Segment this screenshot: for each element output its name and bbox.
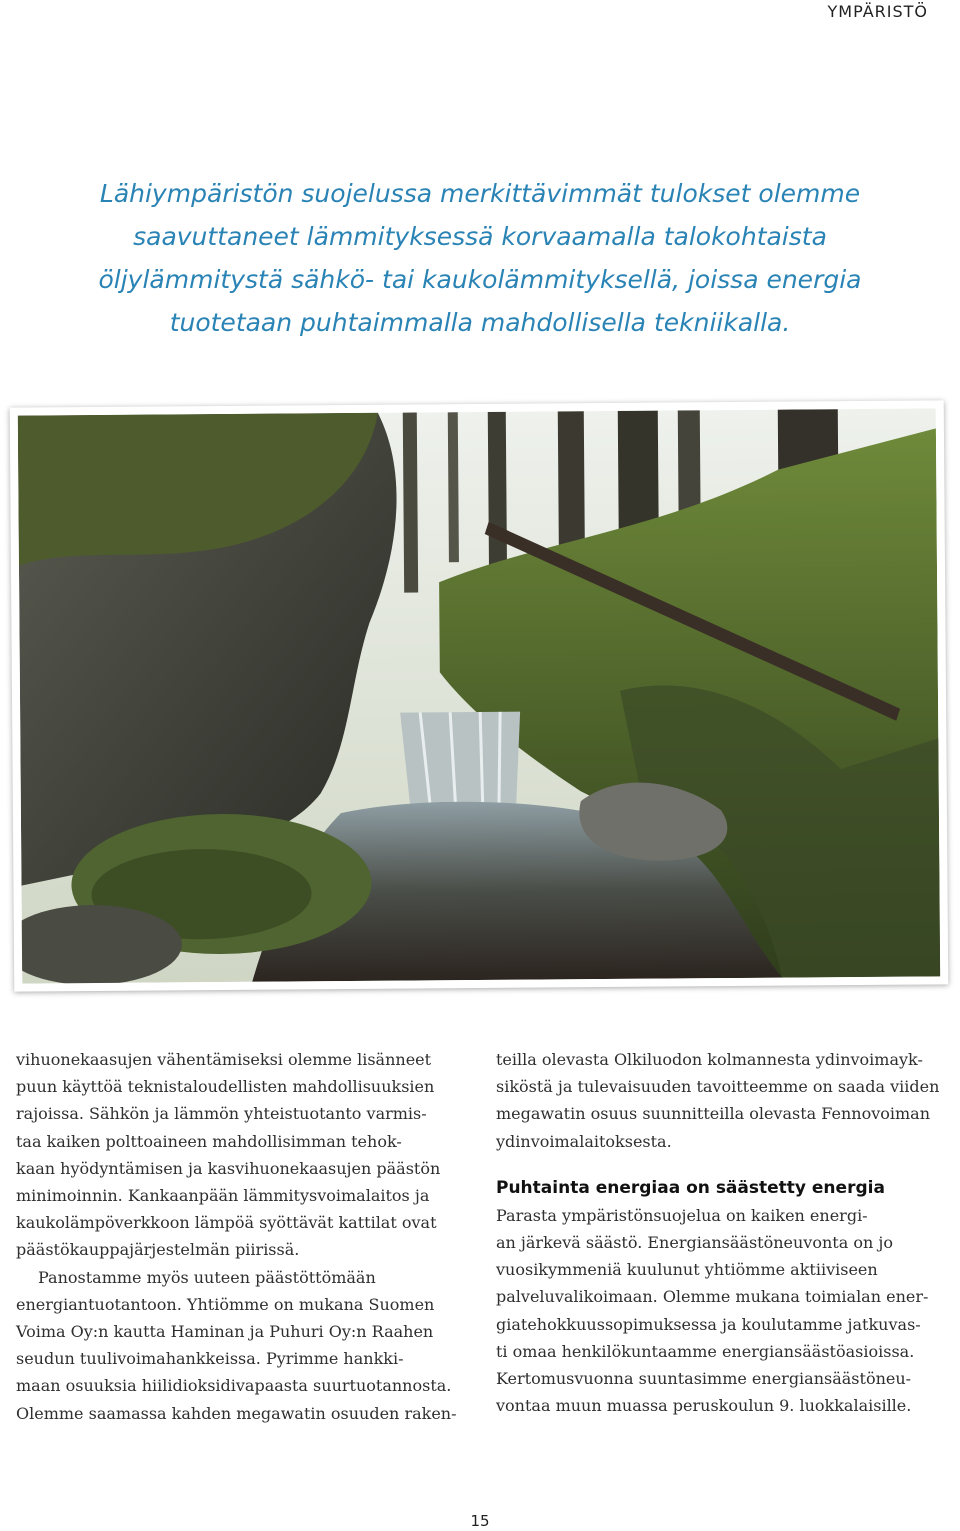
- pull-quote: [60, 172, 900, 344]
- text-line: Olemme saamassa kahden megawatin osuuden raken-: [16, 1403, 457, 1423]
- text-line: rajoissa. Sähkön ja lämmön yhteistuotanto varmis-: [16, 1104, 427, 1124]
- page-number: 15: [470, 1512, 490, 1530]
- pull-quote-line: Lähiympäristön suojelussa merkittävimmät tulokset olemme: [99, 179, 861, 208]
- text-line: kaukolämpöverkkoon lämpöä syöttävät kattilat ovat: [16, 1213, 437, 1233]
- paragraph-gap: [496, 1155, 946, 1175]
- text-line: taa kaiken polttoaineen mahdollisimman tehok-: [16, 1131, 402, 1151]
- text-line: ti omaa henkilökuntaamme energiansäästöasioissa.: [496, 1341, 915, 1361]
- right-column: [496, 1046, 946, 1419]
- text-line: an järkevä säästö. Energiansäästöneuvonta on jo: [496, 1233, 893, 1253]
- text-line: päästökauppajärjestelmän piirissä.: [16, 1240, 300, 1260]
- text-line: kaan hyödyntämisen ja kasvihuonekaasujen päästön: [16, 1158, 441, 1178]
- text-line: vihuonekaasujen vähentämiseksi olemme lisänneet: [16, 1050, 432, 1069]
- section-heading: Puhtainta energiaa on säästetty energia: [496, 1177, 885, 1198]
- text-line: energiantuotantoon. Yhtiömme on mukana Suomen: [16, 1294, 435, 1314]
- pull-quote-line: tuotetaan puhtaimmalla mahdollisella tekniikalla.: [169, 308, 791, 337]
- text-line: teilla olevasta Olkiluodon kolmannesta ydinvoimayk-: [496, 1050, 923, 1069]
- text-line: giatehokkuussopimuksessa ja koulutamme jatkuvas-: [496, 1314, 921, 1334]
- text-line: ydinvoimalaitoksesta.: [496, 1131, 672, 1151]
- text-line: Voima Oy:n kautta Haminan ja Puhuri Oy:n Raahen: [16, 1322, 434, 1342]
- text-line: maan osuuksia hiilidioksidivapaasta suurtuotannosta.: [16, 1376, 452, 1396]
- text-line: seudun tuulivoimahankkeissa. Pyrimme hankki-: [16, 1349, 404, 1369]
- text-line: puun käyttöä teknistaloudellisten mahdollisuuksien: [16, 1077, 435, 1097]
- text-line: megawatin osuus suunnitteilla olevasta Fennovoiman: [496, 1104, 930, 1124]
- text-line: Kertomusvuonna suuntasimme energiansäästöneu-: [496, 1369, 912, 1389]
- section-label: YMPÄRISTÖ: [827, 2, 928, 21]
- text-line: palveluvalikoimaan. Olemme mukana toimialan ener-: [496, 1287, 929, 1307]
- text-line: Panostamme myös uuteen päästöttömään: [38, 1267, 376, 1287]
- text-line: vuosikymmeniä kuulunut yhtiömme aktiiviseen: [496, 1260, 878, 1280]
- text-line: siköstä ja tulevaisuuden tavoitteemme on saada viiden: [496, 1077, 940, 1097]
- pull-quote-line: saavuttaneet lämmityksessä korvaamalla talokohtaista: [133, 222, 827, 251]
- text-line: vontaa muun muassa peruskoulun 9. luokkalaisille.: [496, 1396, 912, 1416]
- text-line: minimoinnin. Kankaanpään lämmitysvoimalaitos ja: [16, 1186, 430, 1206]
- forest-stream-photo: [10, 400, 949, 991]
- pull-quote-line: öljylämmitystä sähkö- tai kaukolämmityksellä, joissa energia: [98, 265, 862, 294]
- photo-illustration: [18, 408, 940, 983]
- left-column: [16, 1046, 466, 1427]
- text-line: Parasta ympäristönsuojelua on kaiken energi-: [496, 1205, 868, 1225]
